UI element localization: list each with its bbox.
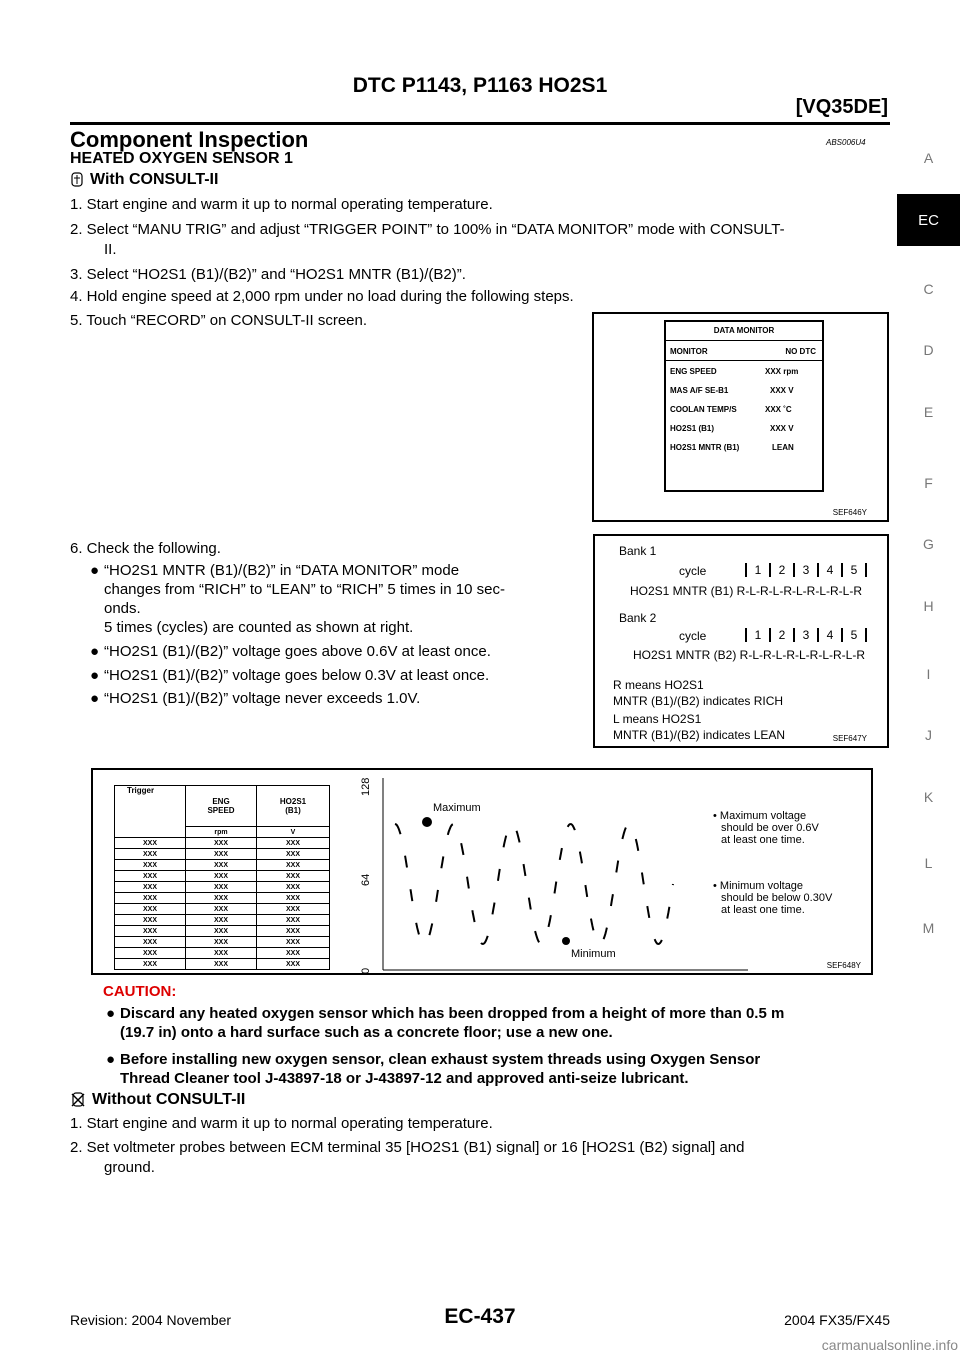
trigger-cell: XXX (186, 871, 257, 882)
check-text: “HO2S1 MNTR (B1)/(B2)” in “DATA MONITOR” mode (104, 562, 460, 579)
trigger-row (115, 838, 330, 849)
caution-text: (19.7 in) onto a hard surface such as a concrete floor; use a new one. (120, 1024, 613, 1041)
trigger-row (115, 893, 330, 904)
caution-item (106, 1050, 761, 1088)
monitor-row (670, 424, 818, 443)
step-6: 6. Check the following. (70, 540, 221, 557)
bullet-icon: ● (106, 1051, 116, 1068)
consult-screen (664, 320, 824, 492)
ho2s1-line: HO2S1 (279, 797, 307, 806)
trigger-cell: XXX (186, 926, 257, 937)
bullet-icon: ● (90, 643, 100, 660)
caution-text: Discard any heated oxygen sensor which has been dropped from a height of more than 0.5 m (120, 1005, 785, 1022)
trigger-cell: XXX (257, 915, 330, 926)
trigger-cell: XXX (115, 948, 186, 959)
trigger-cell: XXX (186, 893, 257, 904)
step-2-cont: II. (104, 241, 117, 258)
monitor-row-label: HO2S1 MNTR (B1) (670, 443, 740, 452)
cycle-label: cycle (679, 629, 707, 643)
bullet-icon: ● (90, 667, 100, 684)
monitor-row (670, 405, 818, 424)
maximum-label: Maximum (433, 802, 481, 814)
trigger-cell: XXX (186, 860, 257, 871)
trigger-header: Trigger (115, 786, 186, 838)
caution-text: Before installing new oxygen sensor, clean exhaust system threads using Oxygen Sensor (120, 1051, 761, 1068)
step-3: 3. Select “HO2S1 (B1)/(B2)” and “HO2S1 MNTR (B1)/(B2)”. (70, 266, 466, 283)
no-consult-step-2-cont: ground. (104, 1159, 155, 1176)
subsection-title: HEATED OXYGEN SENSOR 1 (70, 150, 293, 167)
caution-item (106, 1004, 785, 1042)
trigger-row (115, 849, 330, 860)
revision-label: Revision: 2004 November (70, 1312, 232, 1328)
trigger-row (115, 948, 330, 959)
trigger-cell: XXX (186, 959, 257, 970)
no-consult-step-1: 1. Start engine and warm it up to normal operating temperature. (70, 1115, 493, 1132)
cycle-number: 4 (817, 628, 841, 642)
trigger-cell: XXX (257, 838, 330, 849)
side-index-h[interactable]: H (923, 598, 934, 614)
check-item (90, 642, 491, 661)
bullet-icon: ● (90, 562, 100, 579)
max-note (713, 810, 819, 846)
check-text: “HO2S1 (B1)/(B2)” voltage goes below 0.3V at least once. (104, 667, 490, 684)
step-5: 5. Touch “RECORD” on CONSULT-II screen. (70, 312, 368, 329)
trigger-row (115, 915, 330, 926)
trigger-cell: XXX (257, 893, 330, 904)
engine-label: [VQ35DE] (795, 96, 888, 118)
step-2: 2. Select “MANU TRIG” and adjust “TRIGGER POINT” to 100% in “DATA MONITOR” mode with CONSULT- (70, 221, 785, 238)
trigger-cell: XXX (115, 959, 186, 970)
bullet-icon: ● (90, 690, 100, 707)
check-text: “HO2S1 (B1)/(B2)” voltage goes above 0.6V at least once. (104, 643, 491, 660)
cycle-number: 5 (841, 563, 867, 577)
y-label-128: 128 (360, 777, 372, 796)
r-meaning-1: R means HO2S1 (613, 678, 704, 692)
with-consult-title: With CONSULT-II (90, 171, 219, 188)
trigger-cell: XXX (257, 937, 330, 948)
monitor-row-label: ENG SPEED (670, 367, 717, 376)
cycle-number: 3 (793, 563, 817, 577)
page-number: EC-437 (444, 1305, 516, 1328)
minimum-label: Minimum (571, 948, 616, 960)
side-index-g[interactable]: G (923, 536, 934, 552)
check-item (90, 689, 421, 708)
monitor-row-value: LEAN (772, 443, 794, 452)
cycle-number: 5 (841, 628, 867, 642)
monitor-row-label: MAS A/F SE-B1 (670, 386, 729, 395)
monitor-row (670, 386, 818, 405)
ho2s1-header (257, 786, 330, 827)
monitor-row-value: XXX ˚C (765, 405, 792, 414)
maximum-marker (422, 817, 432, 827)
trigger-row (115, 926, 330, 937)
side-index-k[interactable]: K (923, 789, 934, 805)
side-index-f[interactable]: F (924, 475, 933, 491)
waveform-chart (353, 774, 753, 974)
note-line: at least one time. (721, 834, 805, 846)
side-index-j[interactable]: J (925, 727, 932, 743)
trigger-row (115, 882, 330, 893)
bank1-sequence: HO2S1 MNTR (B1) R-L-R-L-R-L-R-L-R-L-R (630, 584, 863, 598)
side-index-ec-active[interactable]: EC (897, 194, 960, 246)
data-monitor-figure (592, 312, 889, 522)
check-text: onds. (104, 600, 141, 617)
caution-title: CAUTION: (103, 983, 177, 1000)
l-meaning-1: L means HO2S1 (613, 712, 702, 726)
cycle-number: 2 (769, 628, 793, 642)
trigger-rows (115, 838, 330, 970)
check-text: 5 times (cycles) are counted as shown at right. (104, 619, 414, 636)
trigger-cell: XXX (257, 860, 330, 871)
monitor-row-label: HO2S1 (B1) (670, 424, 715, 433)
note-line: • Minimum voltage (713, 880, 804, 892)
consult-tool-icon (70, 172, 84, 188)
trigger-row (115, 904, 330, 915)
y-label-0: 0 (360, 967, 372, 974)
figure-code: SEF648Y (826, 961, 861, 970)
trigger-cell: XXX (186, 838, 257, 849)
trigger-cell: XXX (115, 882, 186, 893)
monitor-row (670, 443, 818, 462)
cycle-numbers-b2 (745, 628, 867, 642)
no-consult-icon (70, 1092, 86, 1108)
trigger-cell: XXX (257, 904, 330, 915)
trigger-table (114, 785, 330, 970)
bullet-icon: ● (106, 1005, 116, 1022)
trigger-cell: XXX (115, 849, 186, 860)
trigger-cell: XXX (257, 926, 330, 937)
figure-code: SEF647Y (832, 734, 867, 743)
trigger-cell: XXX (257, 959, 330, 970)
cycle-number: 4 (817, 563, 841, 577)
caution-text: Thread Cleaner tool J-43897-18 or J-43897-12 and approved anti-seize lubricant. (120, 1070, 689, 1087)
trigger-cell: XXX (186, 937, 257, 948)
ho2s1-line: (B1) (285, 806, 301, 815)
monitor-row-value: XXX V (770, 424, 794, 433)
monitor-row (670, 367, 818, 386)
with-consult-heading (70, 171, 218, 189)
model-label: 2004 FX35/FX45 (784, 1312, 890, 1328)
trigger-cell: XXX (115, 838, 186, 849)
trigger-row (115, 937, 330, 948)
side-index-a[interactable]: A (923, 150, 934, 166)
trigger-cell: XXX (115, 860, 186, 871)
side-index-e[interactable]: E (923, 404, 934, 420)
note-line: should be below 0.30V (721, 892, 833, 904)
section-title: Component Inspection (70, 127, 309, 152)
bank-cycle-figure (593, 534, 889, 748)
figure-code: SEF646Y (832, 508, 867, 517)
trigger-cell: XXX (186, 904, 257, 915)
side-index-d[interactable]: D (923, 342, 934, 358)
bank1-label: Bank 1 (619, 544, 657, 558)
minimum-marker (562, 937, 570, 945)
without-consult-title: Without CONSULT-II (92, 1091, 246, 1108)
step-1: 1. Start engine and warm it up to normal operating temperature. (70, 196, 493, 213)
eng-speed-line: ENG (212, 797, 230, 806)
trigger-cell: XXX (186, 915, 257, 926)
trigger-cell: XXX (115, 904, 186, 915)
monitor-rows (666, 361, 822, 462)
note-line: should be over 0.6V (721, 822, 819, 834)
voltage-waveform (395, 824, 673, 944)
trigger-row (115, 860, 330, 871)
trigger-cell: XXX (257, 871, 330, 882)
without-consult-heading (70, 1091, 245, 1109)
step-4: 4. Hold engine speed at 2,000 rpm under no load during the following steps. (70, 288, 574, 305)
monitor-row-label: COOLAN TEMP/S (670, 405, 737, 414)
trigger-cell: XXX (115, 915, 186, 926)
note-line: • Maximum voltage (713, 810, 807, 822)
no-dtc-label: NO DTC (785, 347, 816, 356)
side-index-l[interactable]: L (924, 855, 933, 871)
monitor-col-label: MONITOR (670, 347, 708, 356)
check-text: “HO2S1 (B1)/(B2)” voltage never exceeds 1.0V. (104, 690, 421, 707)
header-rule (70, 122, 890, 125)
data-monitor-title: DATA MONITOR (666, 322, 822, 341)
side-index-i[interactable]: I (926, 666, 931, 682)
cycle-numbers-b1 (745, 563, 867, 577)
page-title: DTC P1143, P1163 HO2S1 (352, 74, 608, 97)
side-index-m[interactable]: M (922, 920, 935, 936)
waveform-figure (91, 768, 873, 975)
trigger-row (115, 871, 330, 882)
trigger-cell: XXX (115, 937, 186, 948)
check-item (90, 666, 490, 685)
l-meaning-2: MNTR (B1)/(B2) indicates LEAN (613, 728, 786, 742)
min-note (713, 880, 832, 916)
r-meaning-2: MNTR (B1)/(B2) indicates RICH (613, 694, 784, 708)
side-index-c[interactable]: C (923, 281, 934, 297)
cycle-number: 1 (745, 628, 769, 642)
trigger-cell: XXX (186, 882, 257, 893)
check-text: changes from “RICH” to “LEAN” to “RICH” 5 times in 10 sec- (104, 581, 505, 598)
trigger-cell: XXX (186, 948, 257, 959)
monitor-header-row (666, 341, 822, 361)
cycle-number: 3 (793, 628, 817, 642)
cycle-number: 1 (745, 563, 769, 577)
monitor-row-value: XXX V (770, 386, 794, 395)
trigger-cell: XXX (115, 871, 186, 882)
no-consult-step-2: 2. Set voltmeter probes between ECM terminal 35 [HO2S1 (B1) signal] or 16 [HO2S1 (B2) signal] and (70, 1139, 745, 1156)
note-line: at least one time. (721, 904, 805, 916)
section-code: ABS006U4 (826, 138, 866, 147)
trigger-table-wrap (114, 785, 330, 970)
trigger-cell: XXX (257, 948, 330, 959)
bank2-sequence: HO2S1 MNTR (B2) R-L-R-L-R-L-R-L-R-L-R (633, 648, 866, 662)
check-item (90, 561, 584, 637)
trigger-cell: XXX (115, 926, 186, 937)
bank2-label: Bank 2 (619, 611, 657, 625)
trigger-cell: XXX (115, 893, 186, 904)
eng-speed-header (186, 786, 257, 827)
y-label-64: 64 (360, 873, 372, 886)
trigger-cell: XXX (257, 849, 330, 860)
monitor-row-value: XXX rpm (765, 367, 799, 376)
cycle-number: 2 (769, 563, 793, 577)
volt-unit: V (257, 827, 330, 838)
cycle-label: cycle (679, 564, 707, 578)
trigger-cell: XXX (186, 849, 257, 860)
trigger-cell: XXX (257, 882, 330, 893)
eng-speed-line: SPEED (207, 806, 235, 815)
rpm-unit: rpm (186, 827, 257, 838)
watermark: carmanualsonline.info (821, 1337, 958, 1353)
trigger-row (115, 959, 330, 970)
